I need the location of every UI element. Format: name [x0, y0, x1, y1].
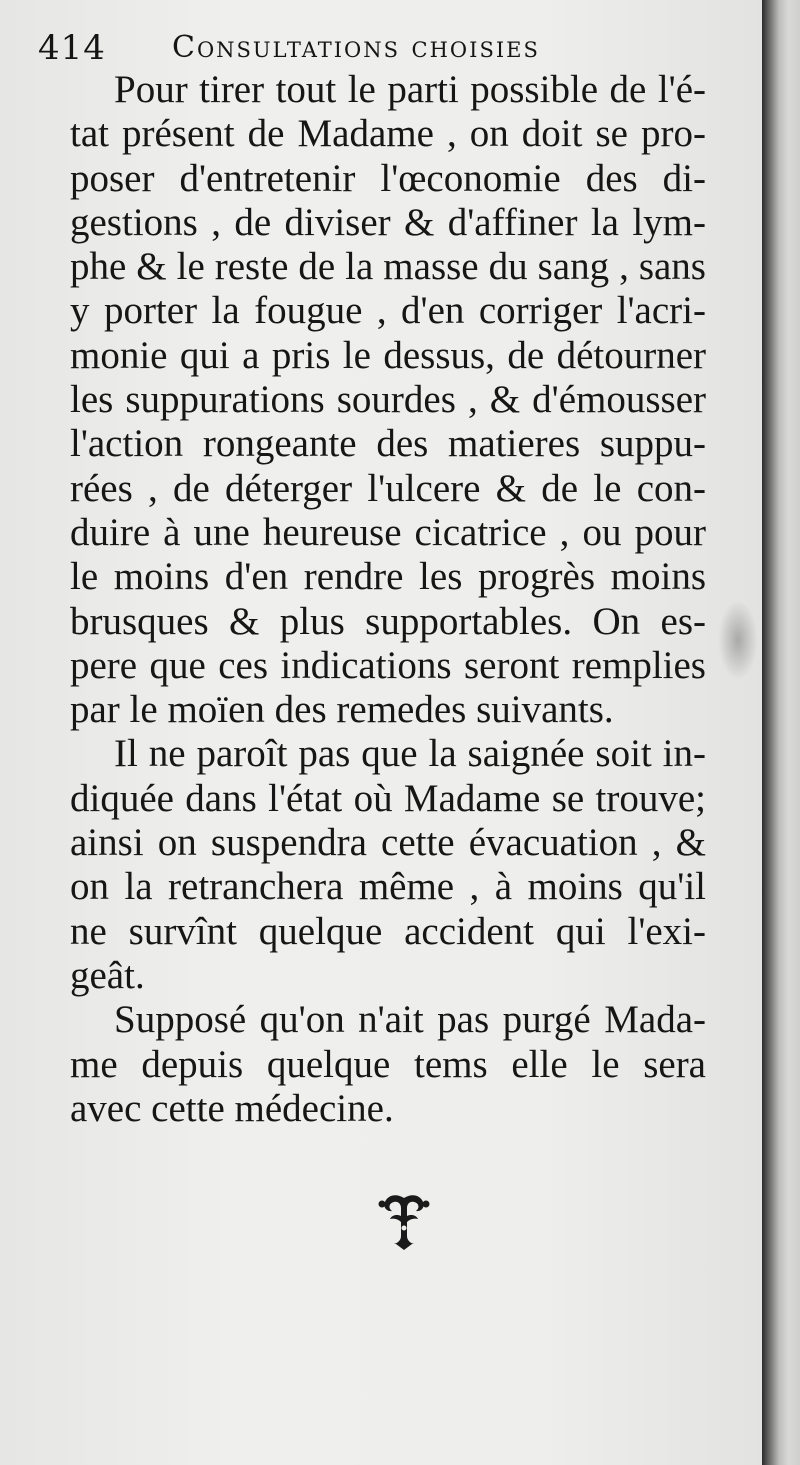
page-header [38, 24, 678, 74]
text-line: diquée dans l'état où Madame se trouve; [70, 776, 706, 820]
text-line: rées , de déterger l'ulcere & de le con- [70, 466, 706, 510]
text-line: poser d'entretenir l'œconomie des di- [70, 156, 706, 200]
running-title: Consultations choisies [172, 30, 540, 65]
fleuron-ornament-svg [370, 1192, 438, 1250]
paragraph-3 [70, 998, 706, 1131]
page-gutter [762, 0, 800, 1465]
text-line: Pour tirer tout le parti possible de l'é- [114, 68, 706, 111]
text-line: monie qui a pris le dessus, de détourner [70, 333, 706, 377]
page-number: 414 [38, 28, 106, 68]
fleuron-ornament-icon [370, 1192, 438, 1250]
paper-stain [718, 600, 758, 680]
text-line: le moins d'en rendre les progrès moins [70, 555, 706, 599]
text-line: tat présent de Madame , on doit se pro- [70, 112, 706, 156]
text-line: me depuis quelque tems elle le sera [70, 1042, 706, 1086]
text-line: ainsi on suspendra cette évacuation , & [70, 821, 706, 865]
text-line: gestions , de diviser & d'affiner la lym- [70, 200, 706, 244]
text-line: avec cette médecine. [70, 1086, 394, 1130]
text-line: l'action rongeante des matieres suppu- [70, 422, 706, 466]
text-line: par le moïen des remedes suivants. [70, 688, 614, 732]
text-line: Supposé qu'on n'ait pas purgé Mada- [114, 998, 706, 1042]
text-line: les suppurations sourdes , & d'émousser [70, 378, 706, 422]
text-line: ne survînt quelque accident qui l'exi- [70, 909, 706, 953]
text-line: pere que ces indications seront remplies [70, 643, 706, 687]
text-line: phe & le reste de la masse du sang , sans [70, 245, 706, 289]
text-line: on la retranchera même , à moins qu'il [70, 865, 706, 909]
body-text [70, 68, 706, 1131]
paragraph-2 [70, 732, 706, 998]
text-line: geât. [70, 953, 145, 997]
text-line: brusques & plus supportables. On es- [70, 599, 706, 643]
text-line: Il ne paroît pas que la saignée soit in- [114, 732, 706, 776]
text-line: y porter la fougue , d'en corriger l'acri- [70, 289, 706, 333]
paragraph-1 [70, 68, 706, 732]
text-line: duire à une heureuse cicatrice , ou pour [70, 510, 706, 554]
